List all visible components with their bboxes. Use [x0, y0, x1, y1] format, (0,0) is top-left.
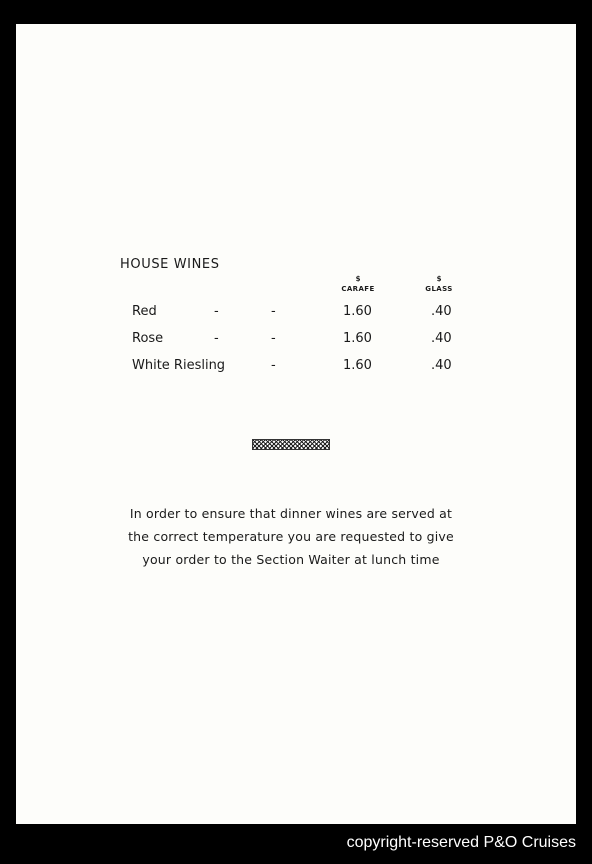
- leader-dash: -: [271, 304, 276, 319]
- menu-page: [16, 24, 576, 824]
- leader-dash: -: [214, 331, 219, 346]
- glass-currency: $: [436, 275, 442, 283]
- wine-row-white-riesling: [16, 358, 576, 376]
- note-line: In order to ensure that dinner wines are served at: [129, 506, 453, 521]
- leader-dash: -: [214, 304, 219, 319]
- carafe-price: 1.60: [343, 358, 372, 373]
- section-title: HOUSE WINES: [120, 257, 220, 272]
- wine-name: Red: [132, 304, 157, 319]
- glass-label: GLASS: [425, 285, 453, 293]
- carafe-price: 1.60: [343, 304, 372, 319]
- carafe-price: 1.60: [343, 331, 372, 346]
- ornamental-divider: [252, 439, 330, 450]
- glass-price: .40: [431, 304, 452, 319]
- glass-price: .40: [431, 358, 452, 373]
- wine-row-red: [16, 304, 576, 322]
- leader-dash: -: [271, 331, 276, 346]
- note-line: your order to the Section Waiter at lunch time: [142, 552, 440, 567]
- carafe-currency: $: [355, 275, 361, 283]
- wine-name: Rose: [132, 331, 164, 346]
- note-line: the correct temperature you are requested to give: [128, 529, 454, 544]
- carafe-label: CARAFE: [341, 285, 375, 293]
- copyright-caption: copyright-reserved P&O Cruises: [346, 834, 576, 851]
- carafe-column-header: [328, 274, 388, 294]
- glass-price: .40: [431, 331, 452, 346]
- ordering-note: [96, 502, 486, 571]
- wine-row-rose: [16, 331, 576, 349]
- wine-name: White Riesling: [132, 358, 226, 373]
- leader-dash: -: [271, 358, 276, 373]
- glass-column-header: [409, 274, 469, 294]
